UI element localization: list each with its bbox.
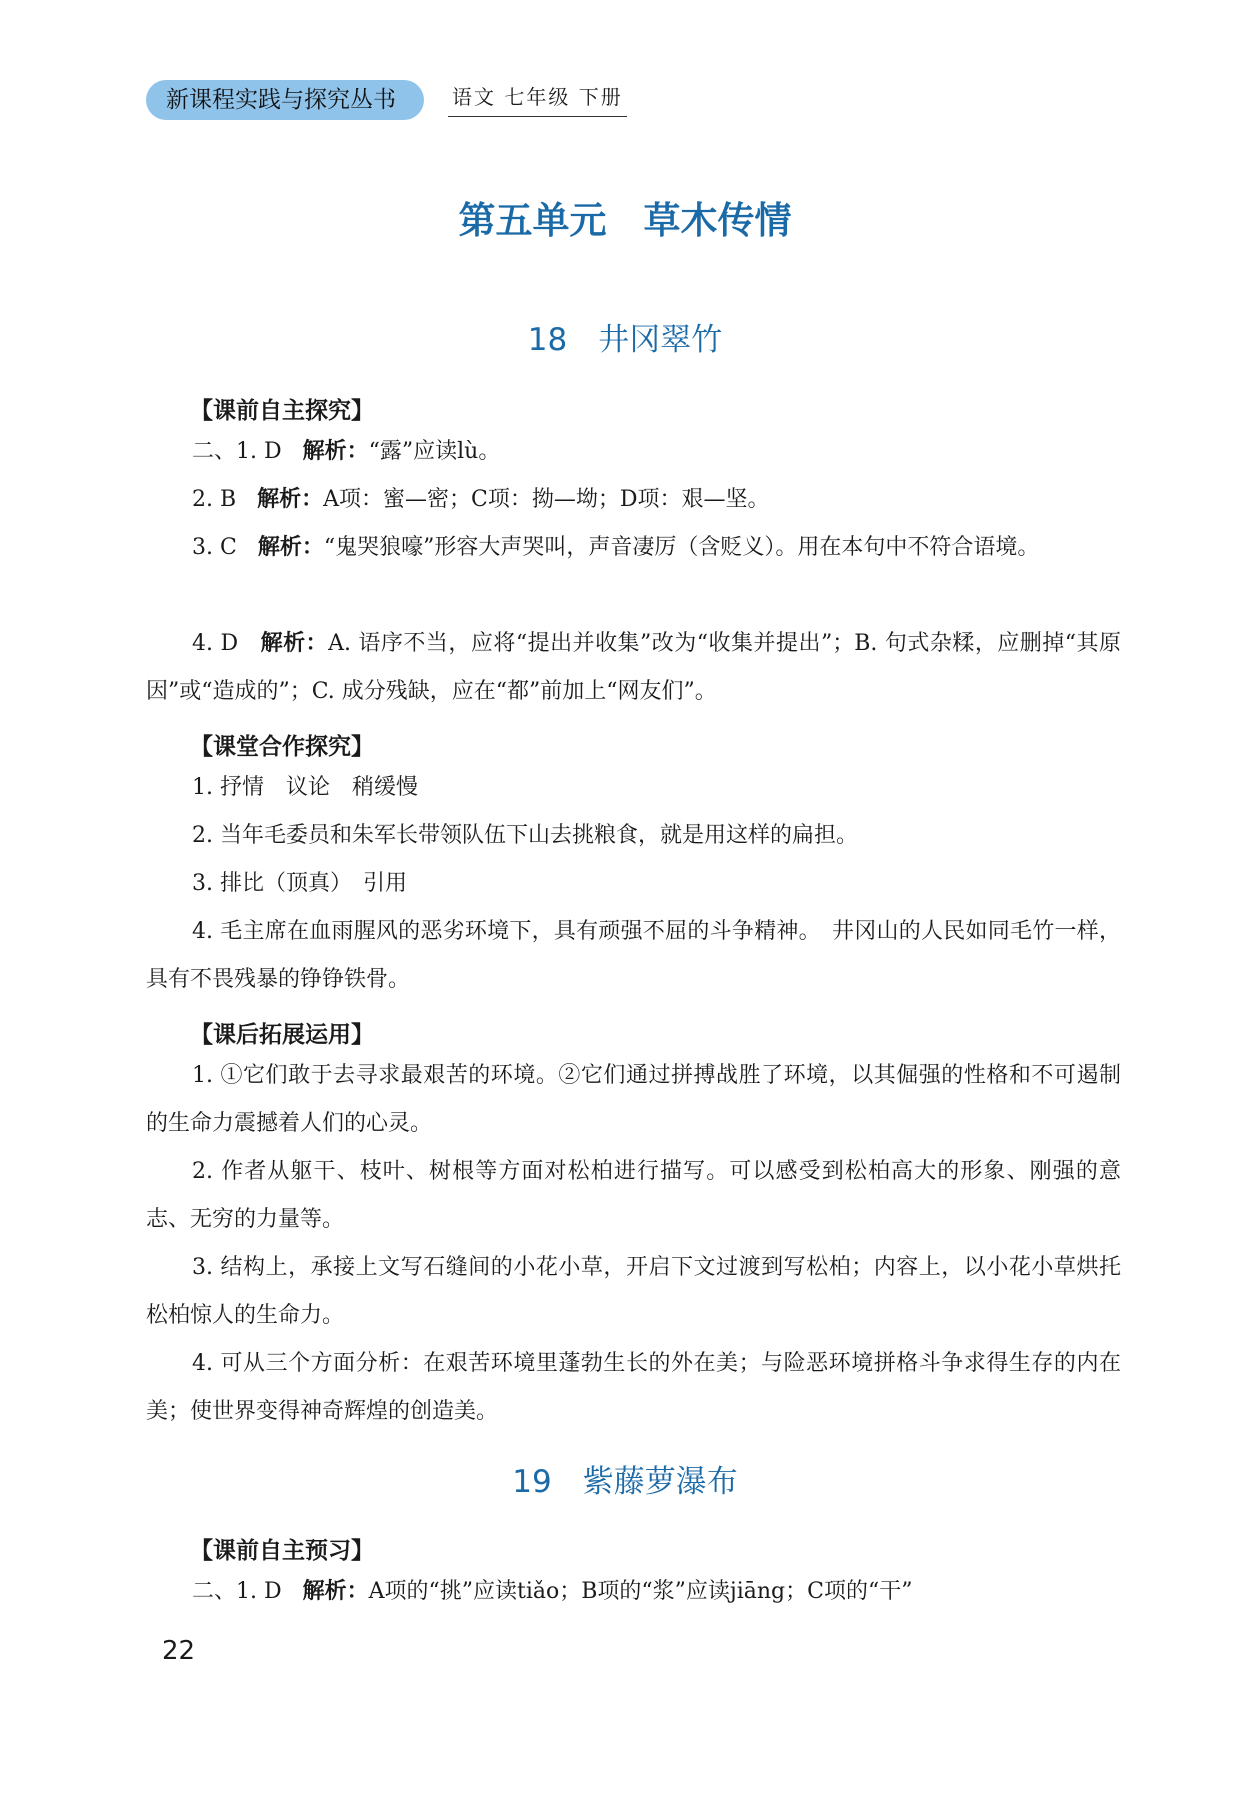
answer-item: 4. 可从三个方面分析：在艰苦环境里蓬勃生长的外在美；与险恶环境拼格斗争求得生存的内在美；使世界变得神奇辉煌的创造美。 <box>146 1351 1121 1424</box>
book-info: 语文 七年级 下册 <box>448 80 627 117</box>
answer-number: 2. B <box>192 487 237 512</box>
answer-item: 2. 当年毛委员和朱军长带领队伍下山去挑粮食，就是用这样的扁担。 <box>192 823 858 848</box>
answer-number: 二、1. D <box>192 1579 282 1604</box>
answer-item: 2. 作者从躯干、枝叶、树根等方面对松柏进行描写。可以感受到松柏高大的形象、刚强的意志、无穷的力量等。 <box>146 1159 1121 1232</box>
analysis-label: 解析： <box>302 439 369 464</box>
answer-text: “鬼哭狼嚎”形容大声哭叫，声音凄厉（含贬义）。用在本句中不符合语境。 <box>323 535 1040 560</box>
analysis-label: 解析： <box>260 631 329 656</box>
answer-number: 3. C <box>192 535 237 560</box>
answer-text: “露”应读lù。 <box>368 439 501 464</box>
answer-item: 1. 抒情 议论 稍缓慢 <box>192 775 418 800</box>
answer-text: A项的“挑”应读tiǎo；B项的“浆”应读jiāng；C项的“干” <box>368 1579 913 1604</box>
answer-item <box>146 524 1121 572</box>
unit-title: 第五单元 草木传情 <box>458 199 792 242</box>
section-heading-afterclass: 【课后拓展运用】 <box>190 1022 374 1048</box>
analysis-label: 解析： <box>257 487 324 512</box>
answer-item: 4. 毛主席在血雨腥风的恶劣环境下，具有顽强不屈的斗争精神。 井冈山的人民如同毛竹一样，具有不畏残暴的铮铮铁骨。 <box>146 919 1121 992</box>
answer-item: 3. 排比（顶真） 引用 <box>192 871 407 896</box>
answer-item <box>146 1568 1121 1616</box>
series-badge: 新课程实践与探究丛书 <box>146 80 424 120</box>
answer-item <box>146 428 1121 476</box>
lesson-19-title: 19 紫藤萝瀑布 <box>512 1464 738 1500</box>
answer-number: 二、1. D <box>192 439 282 464</box>
answer-item: 1. ①它们敢于去寻求最艰苦的环境。②它们通过拼搏战胜了环境，以其倔强的性格和不可遏制的生命力震撼着人们的心灵。 <box>146 1063 1121 1136</box>
page-number: 22 <box>162 1636 196 1666</box>
section-heading-inclass: 【课堂合作探究】 <box>190 734 374 760</box>
section-heading-preclass: 【课前自主探究】 <box>190 398 374 424</box>
section-heading-preview: 【课前自主预习】 <box>190 1538 374 1564</box>
answer-text: A项：蜜—密；C项：拗—坳；D项：艰—坚。 <box>323 487 770 512</box>
answer-item <box>146 476 1121 524</box>
lesson-18-title: 18 井冈翠竹 <box>527 322 723 358</box>
answer-item: 3. 结构上，承接上文写石缝间的小花小草，开启下文过渡到写松柏；内容上，以小花小草烘托松柏惊人的生命力。 <box>146 1255 1121 1328</box>
analysis-label: 解析： <box>302 1579 369 1604</box>
answer-item <box>146 620 1121 716</box>
analysis-label: 解析： <box>257 535 324 560</box>
answer-number: 4. D <box>192 631 239 656</box>
answer-text: A. 语序不当，应将“提出并收集”改为“收集并提出”；B. 句式杂糅，应删掉“其原因”或“造成的”；C. 成分残缺，应在“都”前加上“网友们”。 <box>146 631 1122 704</box>
